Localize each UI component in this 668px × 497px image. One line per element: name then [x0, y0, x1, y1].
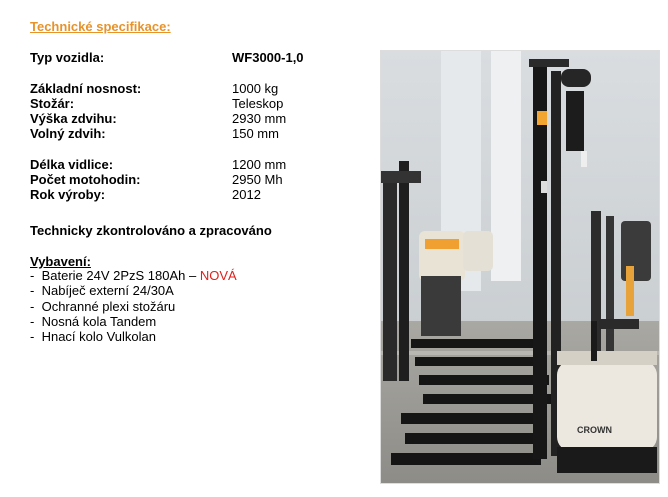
spec-value: 2950 Mh [232, 172, 283, 187]
crown-logo: CROWN [577, 425, 612, 435]
spec-label: Typ vozidla: [30, 50, 105, 65]
product-photo [380, 50, 660, 484]
list-bullet: - [30, 299, 35, 314]
spec-label: Stožár: [30, 96, 75, 111]
spec-value: 1000 kg [232, 81, 279, 96]
equipment-item [30, 314, 156, 329]
equipment-item [30, 283, 174, 298]
spec-label: Počet motohodin: [30, 172, 141, 187]
spec-heading: Technické specifikace: [30, 19, 171, 34]
spec-value: WF3000-1,0 [232, 50, 304, 65]
spec-label: Rok výroby: [30, 187, 106, 202]
list-bullet: - [30, 268, 35, 283]
equipment-item-text: Hnací kolo Vulkolan [41, 329, 156, 344]
spec-value: 150 mm [232, 126, 279, 141]
equipment-item-text: Nabíječ externí 24/30A [41, 283, 174, 298]
equipment-item [30, 299, 175, 314]
equipment-item-text: Nosná kola Tandem [41, 314, 157, 329]
spec-label: Volný zdvih: [30, 126, 106, 141]
equipment-title: Vybavení: [30, 254, 91, 269]
equipment-item [30, 329, 156, 344]
forklift-illustration [381, 51, 659, 483]
equipment-item [30, 268, 237, 283]
list-bullet: - [30, 329, 35, 344]
spec-value: 2930 mm [232, 111, 287, 126]
spec-label: Výška zdvihu: [30, 111, 117, 126]
equipment-item-text: Ochranné plexi stožáru [41, 299, 176, 314]
inspection-note: Technicky zkontrolováno a zpracováno [30, 223, 272, 238]
new-badge: NOVÁ [199, 268, 237, 283]
spec-value: 2012 [232, 187, 261, 202]
list-bullet: - [30, 314, 35, 329]
spec-value: 1200 mm [232, 157, 287, 172]
spec-value: Teleskop [232, 96, 284, 111]
spec-label: Základní nosnost: [30, 81, 142, 96]
equipment-item-text: Baterie 24V 2PzS 180Ah – [41, 268, 200, 283]
list-bullet: - [30, 283, 35, 298]
spec-label: Délka vidlice: [30, 157, 114, 172]
